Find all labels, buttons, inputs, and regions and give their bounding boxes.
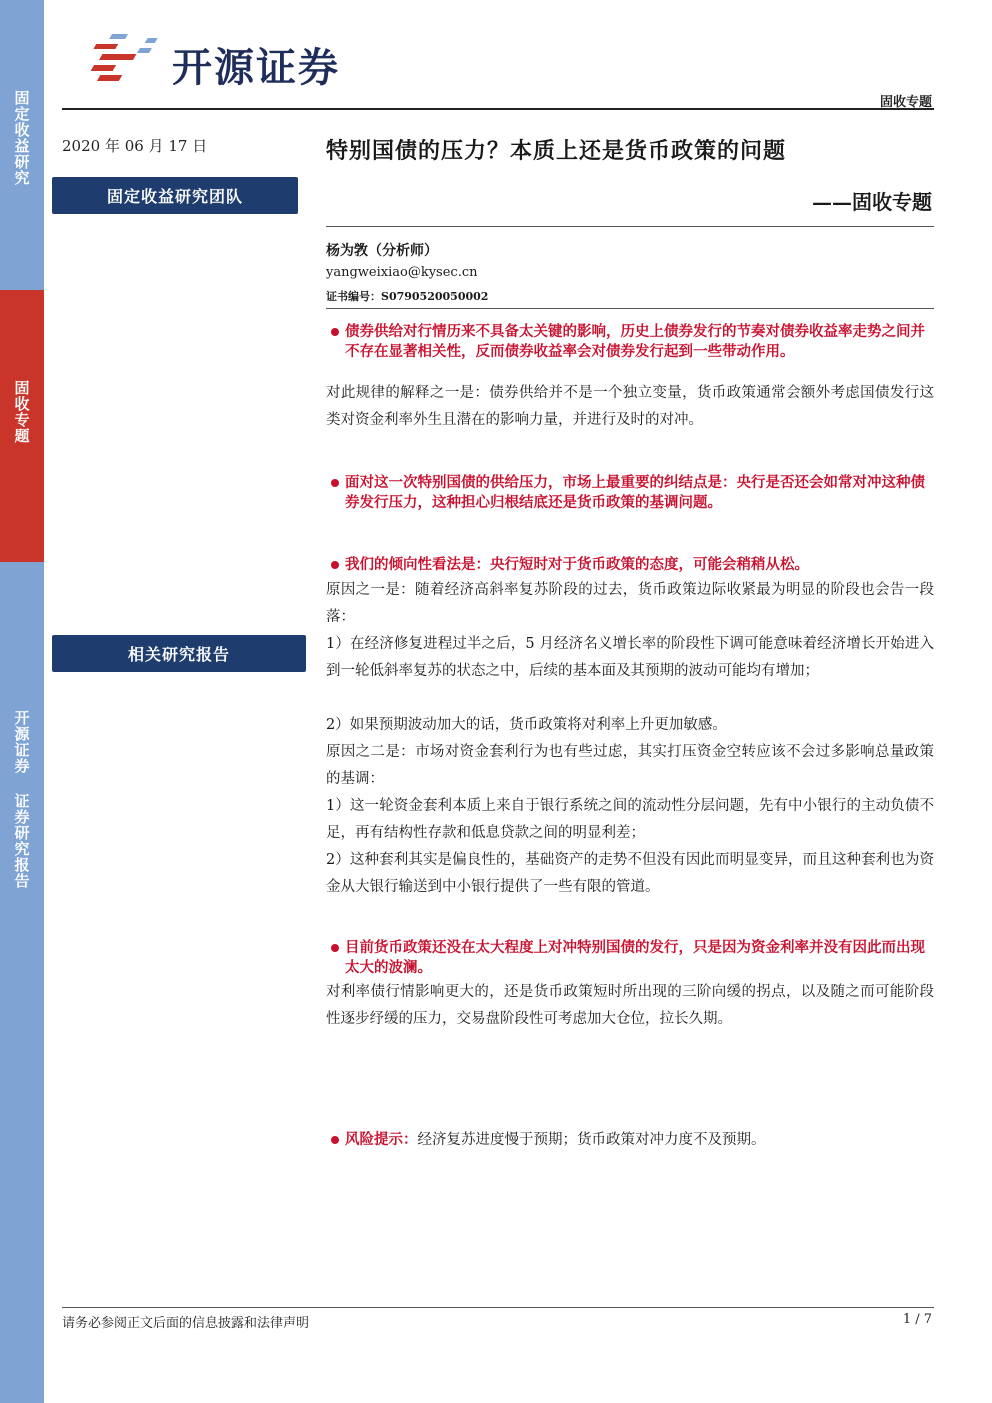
- report-date: 2020 年 06 月 17 日: [62, 137, 208, 155]
- bullet-icon: [331, 328, 339, 336]
- key-point-3: 我们的倾向性看法是：央行短时对于货币政策的态度，可能会稍稍从松。: [331, 555, 935, 575]
- paragraph-3: 1）在经济修复进程过半之后，5 月经济名义增长率的阶段性下调可能意味着经济增长开始进入到一轮低斜率复苏的状态之中，后续的基本面及其预期的波动可能均有增加；: [326, 636, 934, 679]
- paragraph-4: 2）如果预期波动加大的话，货币政策将对利率上升更加敏感。: [326, 717, 727, 733]
- sidebar-section-fixed-income: 固定收益研究: [0, 0, 44, 290]
- key-point-4: 目前货币政策还没在太大程度上对冲特别国债的发行，只是因为资金利率并没有因此而出现太大的波澜。: [331, 938, 935, 978]
- paragraph-6: 1）这一轮资金套利本质上来自于银行系统之间的流动性分层问题，先有中小银行的主动负债不足，再有结构性存款和低息贷款之间的明显利差；: [326, 798, 934, 841]
- sidebar-section-brand: 开源证券 证券研究报告: [0, 562, 44, 1403]
- footer-divider: [62, 1307, 934, 1308]
- risk-label: 风险提示：: [345, 1131, 418, 1148]
- paragraph-5: 原因之二是：市场对资金套利行为也有些过虑，其实打压资金空转应该不会过多影响总量政策的基调：: [326, 744, 934, 787]
- paragraph-8: 对利率债行情影响更大的，还是货币政策短时所出现的三阶向缓的拐点，以及随之而可能阶段性逐步纾缓的压力，交易盘阶段性可考虑加大仓位，拉长久期。: [326, 984, 934, 1027]
- bullet-icon: [331, 479, 339, 487]
- footer-disclaimer: 请务必参阅正文后面的信息披露和法律声明: [62, 1316, 310, 1331]
- analyst-email[interactable]: yangweixiao@kysec.cn: [326, 265, 478, 280]
- key-point-2: 面对这一次特别国债的供给压力，市场上最重要的纠结点是：央行是否还会如常对冲这种债券发行压力，这种担心归根结底还是货币政策的基调问题。: [331, 473, 935, 513]
- bullet-icon: [331, 561, 339, 569]
- key-point-1: 债券供给对行情历来不具备太关键的影响，历史上债券发行的节奏对债券收益率走势之间并不存在显著相关性，反而债券收益率会对债券发行起到一些带动作用。: [331, 322, 935, 362]
- risk-warning: [331, 1128, 766, 1149]
- research-team-box: 固定收益研究团队: [52, 177, 298, 214]
- analyst-name: 杨为敩（分析师）: [326, 243, 438, 259]
- paragraph-2: 原因之一是：随着经济高斜率复苏阶段的过去，货币政策边际收紧最为明显的阶段也会告一段落：: [326, 582, 934, 625]
- related-reports-box[interactable]: 相关研究报告: [52, 635, 306, 672]
- header-tag: 固收专题: [879, 95, 932, 110]
- risk-text: 经济复苏进度慢于预期；货币政策对冲力度不及预期。: [417, 1132, 766, 1148]
- report-subtitle: ——固收专题: [812, 190, 932, 214]
- report-title: 特别国债的压力？本质上还是货币政策的问题: [326, 138, 787, 164]
- company-logo-text: 开源证券: [172, 45, 340, 91]
- bullet-icon: [331, 1136, 339, 1144]
- header-divider: [62, 108, 934, 110]
- paragraph-1: 对此规律的解释之一是：债券供给并不是一个独立变量，货币政策通常会额外考虑国债发行这类对资金利率外生且潜在的影响力量，并进行及时的对冲。: [326, 385, 934, 428]
- paragraph-7: 2）这种套利其实是偏良性的，基础资产的走势不但没有因此而明显变异，而且这种套利也为资金从大银行输送到中小银行提供了一些有限的管道。: [326, 852, 934, 895]
- bullet-icon: [331, 944, 339, 952]
- sidebar-section-topic: 固收专题: [0, 290, 44, 562]
- page-number: 1 / 7: [902, 1312, 932, 1327]
- title-divider: [326, 226, 934, 227]
- analyst-divider: [326, 308, 934, 309]
- certificate-number: 证书编号：S0790520050002: [326, 290, 489, 303]
